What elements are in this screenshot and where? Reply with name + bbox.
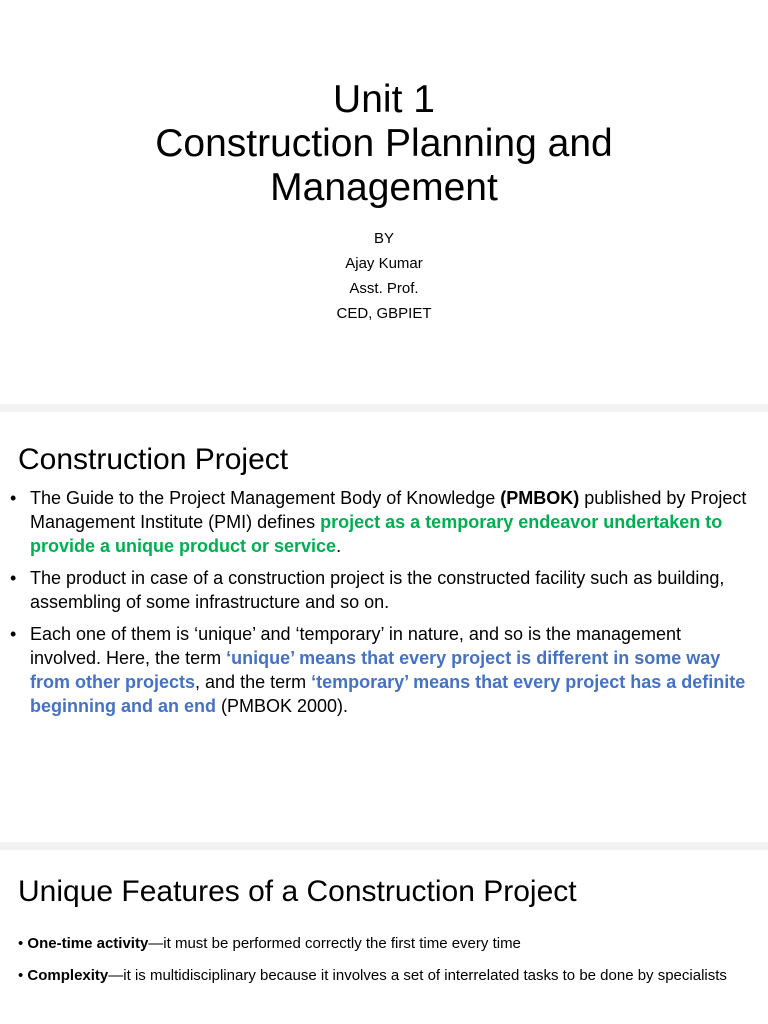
bullet-icon: •: [10, 568, 17, 588]
construction-project-slide: [0, 412, 768, 842]
author-name: Ajay Kumar: [345, 255, 423, 272]
bullet-text: The product in case of a construction project is the constructed facility such as building, assembling of some infrastructure and so on.: [30, 568, 725, 612]
slide-divider: [0, 404, 768, 412]
bullet-highlight-text: ‘temporary’ means that every project has a definite beginning and an end: [30, 672, 746, 716]
bullet-highlight-text: project as a temporary endeavor undertaken to provide a unique product or service: [30, 512, 723, 556]
author-department: CED, GBPIET: [336, 305, 432, 322]
bullet-icon: •: [18, 967, 28, 984]
bullet-item-unique-temporary: [10, 622, 750, 718]
bullet-icon: •: [10, 624, 17, 644]
bullet-item-pmbok: [10, 486, 750, 558]
title-line-course: Construction Planning and: [155, 122, 613, 165]
feature-text: —it must be performed correctly the first time every time: [148, 935, 521, 952]
byline-by: BY: [373, 230, 394, 247]
feature-one-time-activity: [18, 928, 758, 960]
feature-label: One-time activity: [27, 935, 149, 952]
author-title: Asst. Prof.: [349, 280, 419, 297]
slide-heading: Construction Project: [18, 443, 289, 476]
bullet-text: (PMBOK 2000).: [216, 696, 349, 716]
feature-text: —it is multidisciplinary because it involves a set of interrelated tasks to be done by specialists: [108, 967, 727, 984]
title-line-management: Management: [270, 166, 498, 209]
title-line-unit: Unit 1: [333, 78, 435, 121]
slide-title: [0, 78, 768, 210]
bullet-icon: •: [18, 935, 28, 952]
slide-heading: Unique Features of a Construction Project: [18, 875, 577, 908]
feature-complexity: [18, 960, 758, 992]
slide-divider: [0, 842, 768, 850]
unique-features-slide: [0, 850, 768, 1024]
bullet-highlight-text: ‘unique’ means that every project is different in some way from other projects: [30, 648, 721, 692]
bullet-list: [10, 486, 750, 726]
bullet-bold-text: (PMBOK): [500, 488, 580, 508]
author-byline: [0, 226, 768, 326]
bullet-text: Each one of them is ‘unique’ and ‘temporary’ in nature, and so is the management involved. Here, the term: [30, 624, 682, 668]
bullet-item-product: [10, 566, 750, 614]
feature-list: [18, 928, 758, 992]
bullet-text: The Guide to the Project Management Body of Knowledge: [30, 488, 501, 508]
bullet-text: published by Project Management Institute (PMI) defines: [30, 488, 747, 532]
bullet-text: , and the term: [195, 672, 312, 692]
bullet-text: .: [336, 536, 342, 556]
title-slide: [0, 0, 768, 404]
bullet-icon: •: [10, 488, 17, 508]
feature-label: Complexity: [27, 967, 109, 984]
